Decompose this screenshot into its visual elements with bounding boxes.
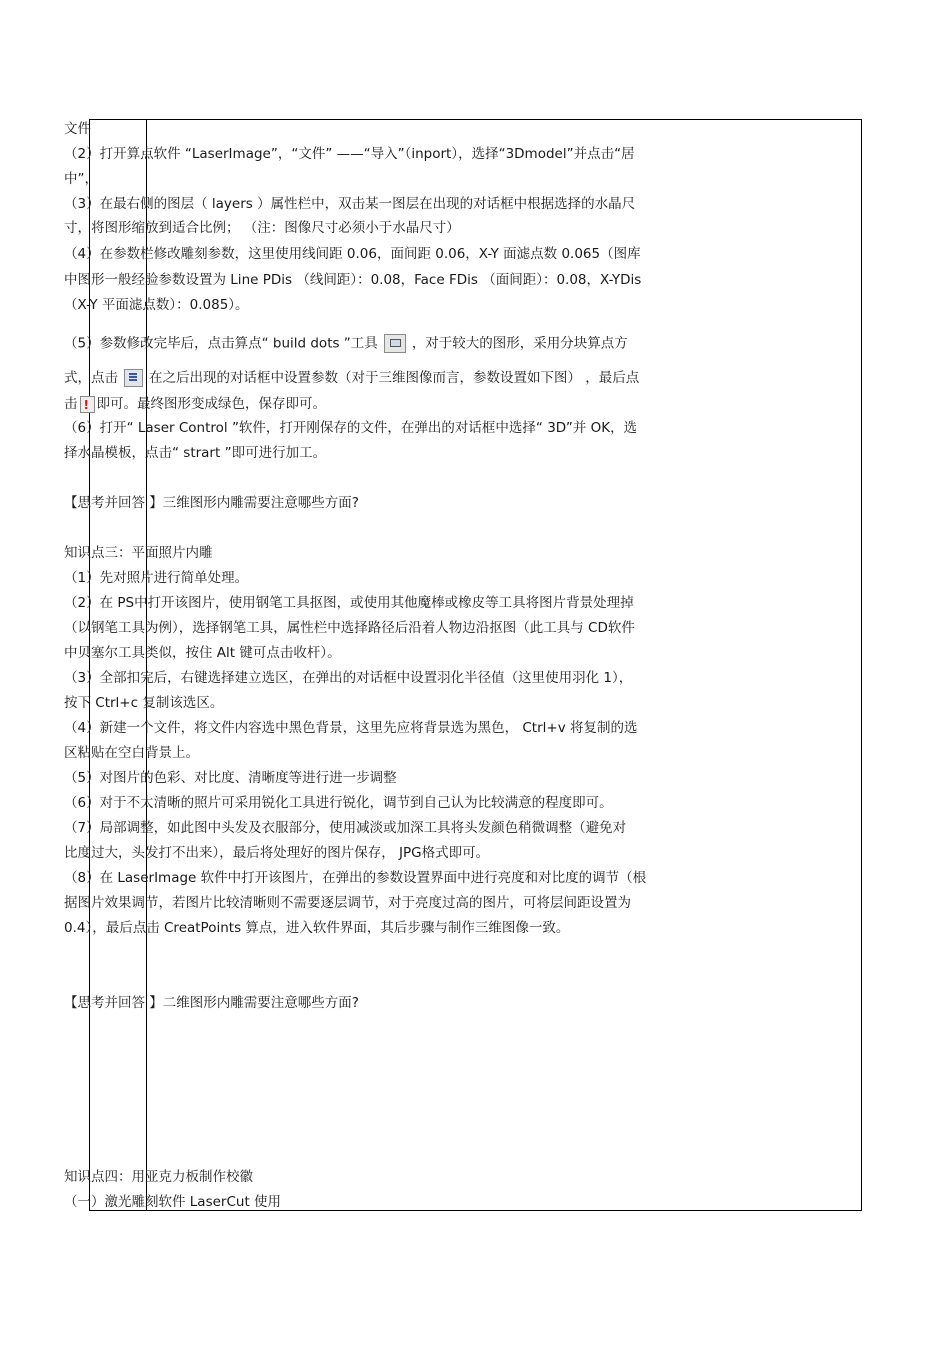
section-heading: 知识点四：用亚克力板制作校徽 [64,1169,253,1185]
text-line: （5）对图片的色彩、对比度、清晰度等进行进一步调整 [64,770,397,786]
text-line: （6）打开“ Laser Control ”软件，打开刚保存的文件，在弹出的对话框中选择“ 3D”并 OK，选 [64,420,638,436]
text-span: ，对于较大的图形，采用分块算点方 [411,335,628,352]
text-line [64,395,326,413]
text-line: 区粘贴在空白背景上。 [64,745,199,761]
block-calc-icon [124,369,143,387]
text-line: （4）在参数栏修改雕刻参数，这里使用线间距 0.06，面间距 0.06，X-Y 面滤点数 0.065（图库 [64,246,641,262]
text-span: 式，点击 [64,370,118,386]
text-line: 中图形一般经验参数设置为 Line PDis （线间距）：0.08，Face FDis （面间距）：0.08，X-YDis [64,272,642,288]
text-line: 文件 [64,121,91,137]
text-line: （2）打开算点软件 “LaserImage”，“文件” ——“导入”（inport），选择“3Dmodel”并点击“居 [64,146,635,162]
text-line: 据图片效果调节，若图片比较清晰则不需要逐层调节，对于亮度过高的图片，可将层间距设置为 [64,895,631,911]
text-line: （6）对于不太清晰的照片可采用锐化工具进行锐化，调节到自己认为比较满意的程度即可。 [64,795,613,811]
text-span: 在之后出现的对话框中设置参数（对于三维图像而言，参数设置如下图） ，最后点 [149,370,640,386]
text-line: 择水晶模板，点击“ strart ”即可进行加工。 [64,445,327,461]
text-span: 击 [64,396,78,412]
question-heading: 【思考并回答 】三维图形内雕需要注意哪些方面? [64,495,359,511]
text-line: （2）在 PS中打开该图片，使用钢笔工具抠图，或使用其他魔棒或橡皮等工具将图片背景处理掉 [64,595,634,611]
text-line: （7）局部调整，如此图中头发及衣服部分，使用减淡或加深工具将头发颜色稍微调整（避免对 [64,820,627,836]
build-dots-icon [384,334,406,353]
text-line: 寸，将图形缩放到适合比例； （注：图像尺寸必须小于水晶尺寸） [64,220,460,236]
text-line: （1）先对照片进行简单处理。 [64,570,249,586]
text-line: 中”， [64,171,98,187]
question-heading: 【思考并回答 】二维图形内雕需要注意哪些方面? [64,995,359,1011]
text-span: 即可。最终图形变成绿色，保存即可。 [96,396,326,412]
text-line: 按下 Ctrl+c 复制该选区。 [64,695,224,711]
text-line: 0.4），最后点击 CreatPoints 算点，进入软件界面，其后步骤与制作三维图像一致。 [64,920,570,936]
text-line: （3）全部扣完后，右键选择建立选区，在弹出的对话框中设置羽化半径值（这里使用羽化 1）， [64,670,633,686]
text-line: 中贝塞尔工具类似，按住 Alt 键可点击收杆）。 [64,645,341,661]
text-line: （一）激光雕刻软件 LaserCut 使用 [64,1194,282,1210]
text-line: （4）新建一个文件，将文件内容选中黑色背景，这里先应将背景选为黑色， Ctrl+v 将复制的选 [64,720,638,736]
run-icon [80,396,95,413]
text-line: （以钢笔工具为例），选择钢笔工具，属性栏中选择路径后沿着人物边沿抠图（此工具与 CD软件 [64,620,635,636]
text-line: 比度过大，头发打不出来），最后将处理好的图片保存， JPG格式即可。 [64,845,490,861]
text-line: （X-Y 平面滤点数）：0.085）。 [64,297,249,313]
text-line: （3）在最右侧的图层（ layers ）属性栏中，双击某一图层在出现的对话框中根据选择的水晶尺 [64,196,636,212]
section-heading: 知识点三：平面照片内雕 [64,545,213,561]
text-line: （8）在 LaserImage 软件中打开该图片，在弹出的参数设置界面中进行亮度和对比度的调节（根 [64,870,647,886]
text-line [64,334,628,353]
text-line [64,369,639,387]
text-span: （5）参数修改完毕后，点击算点“ build dots ”工具 [64,335,378,352]
